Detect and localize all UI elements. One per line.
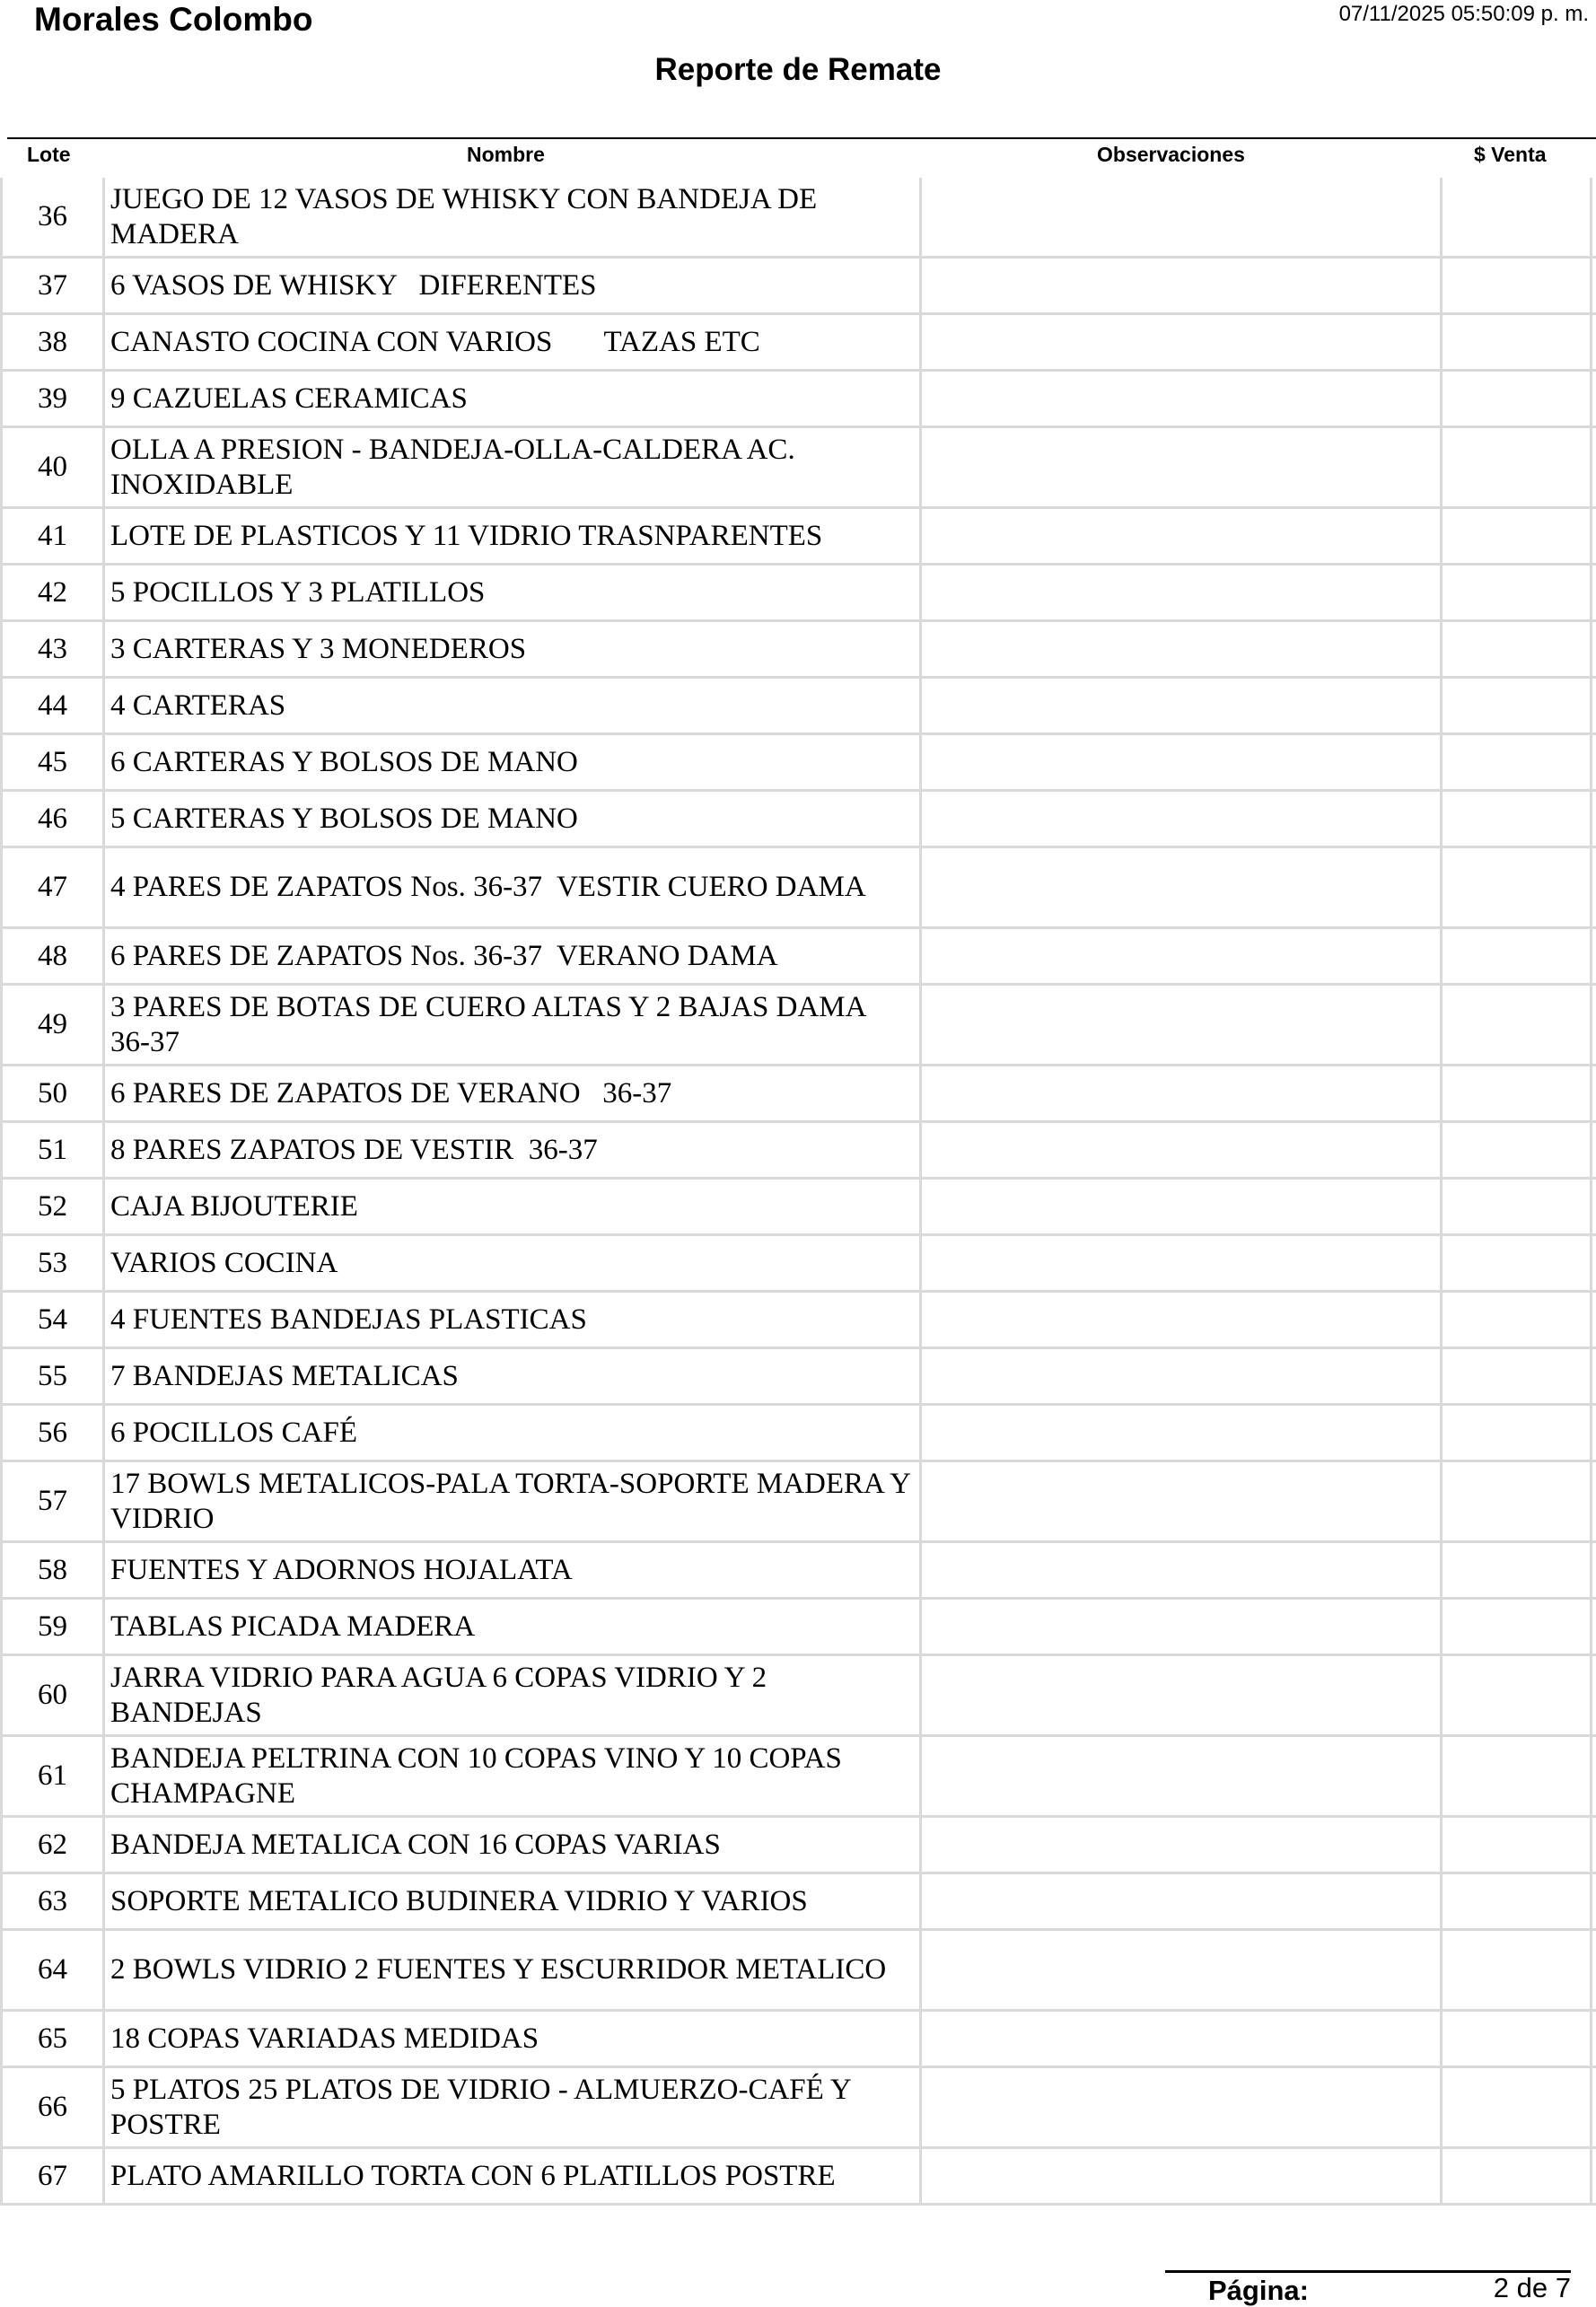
lot-description: 5 PLATOS 25 PLATOS DE VIDRIO - ALMUERZO-CAFÉ Y POSTRE [102,2068,919,2146]
report-datetime: 07/11/2025 05:50:09 p. m. [1338,2,1589,26]
lot-observations [919,929,1440,983]
company-name: Morales Colombo [34,1,313,38]
table-row [0,372,1596,428]
lot-sale-price [1440,1818,1592,1872]
lot-sale-price [1440,792,1592,846]
table-row [0,1349,1596,1406]
lot-observations [919,986,1440,1064]
table-row [0,259,1596,315]
lot-number: 44 [0,679,102,732]
lot-number: 45 [0,735,102,789]
lot-sale-price [1440,735,1592,789]
lot-number: 50 [0,1066,102,1120]
column-header-nombre: Nombre [467,143,545,166]
lot-sale-price [1440,1180,1592,1233]
lot-sale-price [1440,566,1592,619]
lot-description: 6 CARTERAS Y BOLSOS DE MANO [102,735,919,789]
lot-description: 5 CARTERAS Y BOLSOS DE MANO [102,792,919,846]
table-row [0,1818,1596,1874]
lot-sale-price [1440,315,1592,369]
table-row [0,1931,1596,2012]
lot-description: 6 VASOS DE WHISKY DIFERENTES [102,259,919,312]
table-row [0,1874,1596,1931]
lot-number: 48 [0,929,102,983]
table-row [0,1236,1596,1293]
lot-observations [919,1462,1440,1540]
table-row [0,428,1596,509]
lot-observations [919,1293,1440,1346]
lot-sale-price [1440,1737,1592,1815]
lot-observations [919,1600,1440,1653]
lot-observations [919,2012,1440,2066]
lot-sale-price [1440,622,1592,676]
lot-sale-price [1440,1931,1592,2009]
lot-sale-price [1440,1123,1592,1177]
table-row [0,566,1596,622]
table-row [0,509,1596,566]
lot-sale-price [1440,2068,1592,2146]
table-row [0,735,1596,792]
lot-sale-price [1440,259,1592,312]
lot-description: LOTE DE PLASTICOS Y 11 VIDRIO TRASNPARENTES [102,509,919,563]
table-row [0,848,1596,929]
lot-observations [919,848,1440,926]
lot-observations [919,1874,1440,1928]
lot-observations [919,1406,1440,1460]
lot-number: 49 [0,986,102,1064]
lot-description: JARRA VIDRIO PARA AGUA 6 COPAS VIDRIO Y 2 BANDEJAS [102,1656,919,1734]
lot-sale-price [1440,1543,1592,1597]
lot-sale-price [1440,679,1592,732]
lot-number: 36 [0,178,102,256]
table-row [0,1462,1596,1543]
lot-description: 18 COPAS VARIADAS MEDIDAS [102,2012,919,2066]
table-row [0,1406,1596,1462]
table-row [0,2149,1596,2206]
table-row [0,1180,1596,1236]
lot-table [0,178,1596,2206]
lot-description: BANDEJA METALICA CON 16 COPAS VARIAS [102,1818,919,1872]
lot-sale-price [1440,1600,1592,1653]
lot-sale-price [1440,848,1592,926]
lot-description: 5 POCILLOS Y 3 PLATILLOS [102,566,919,619]
lot-number: 58 [0,1543,102,1597]
lot-sale-price [1440,986,1592,1064]
lot-number: 41 [0,509,102,563]
lot-number: 52 [0,1180,102,1233]
lot-number: 59 [0,1600,102,1653]
lot-description: 17 BOWLS METALICOS-PALA TORTA-SOPORTE MADERA Y VIDRIO [102,1462,919,1540]
lot-number: 61 [0,1737,102,1815]
lot-sale-price [1440,372,1592,425]
lot-sale-price [1440,1236,1592,1290]
table-row [0,986,1596,1066]
lot-number: 56 [0,1406,102,1460]
lot-sale-price [1440,428,1592,506]
lot-observations [919,372,1440,425]
lot-observations [919,1543,1440,1597]
lot-number: 47 [0,848,102,926]
lot-description: 6 POCILLOS CAFÉ [102,1406,919,1460]
table-row [0,315,1596,372]
lot-number: 67 [0,2149,102,2203]
lot-number: 60 [0,1656,102,1734]
lot-description: FUENTES Y ADORNOS HOJALATA [102,1543,919,1597]
lot-description: OLLA A PRESION - BANDEJA-OLLA-CALDERA AC. INOXIDABLE [102,428,919,506]
lot-sale-price [1440,1462,1592,1540]
lot-number: 62 [0,1818,102,1872]
lot-observations [919,1236,1440,1290]
table-row [0,178,1596,259]
lot-observations [919,1931,1440,2009]
lot-sale-price [1440,2149,1592,2203]
lot-sale-price [1440,178,1592,256]
lot-observations [919,1818,1440,1872]
lot-description: 3 CARTERAS Y 3 MONEDEROS [102,622,919,676]
lot-description: CAJA BIJOUTERIE [102,1180,919,1233]
table-row [0,1600,1596,1656]
lot-description: 4 CARTERAS [102,679,919,732]
column-header-observaciones: Observaciones [1097,143,1245,166]
lot-observations [919,566,1440,619]
lot-number: 37 [0,259,102,312]
table-row [0,1543,1596,1600]
lot-description: 6 PARES DE ZAPATOS DE VERANO 36-37 [102,1066,919,1120]
lot-sale-price [1440,1406,1592,1460]
table-row [0,2012,1596,2068]
lot-observations [919,1349,1440,1403]
lot-observations [919,1656,1440,1734]
lot-description: JUEGO DE 12 VASOS DE WHISKY CON BANDEJA DE MADERA [102,178,919,256]
lot-observations [919,2149,1440,2203]
lot-sale-price [1440,929,1592,983]
lot-observations [919,509,1440,563]
lot-observations [919,259,1440,312]
column-header-lote: Lote [27,143,71,166]
lot-observations [919,1123,1440,1177]
lot-sale-price [1440,2012,1592,2066]
lot-description: 4 PARES DE ZAPATOS Nos. 36-37 VESTIR CUERO DAMA [102,848,919,926]
lot-number: 53 [0,1236,102,1290]
lot-sale-price [1440,1656,1592,1734]
lot-number: 43 [0,622,102,676]
lot-observations [919,1180,1440,1233]
lot-description: 7 BANDEJAS METALICAS [102,1349,919,1403]
table-row [0,1123,1596,1180]
lot-number: 66 [0,2068,102,2146]
lot-observations [919,622,1440,676]
lot-number: 51 [0,1123,102,1177]
table-row [0,1293,1596,1349]
column-header-venta: $ Venta [1474,143,1547,166]
lot-description: 8 PARES ZAPATOS DE VESTIR 36-37 [102,1123,919,1177]
table-row [0,929,1596,986]
table-row [0,622,1596,679]
lot-description: 6 PARES DE ZAPATOS Nos. 36-37 VERANO DAMA [102,929,919,983]
lot-number: 42 [0,566,102,619]
lot-description: 9 CAZUELAS CERAMICAS [102,372,919,425]
lot-number: 64 [0,1931,102,2009]
lot-number: 38 [0,315,102,369]
lot-sale-price [1440,1293,1592,1346]
table-row [0,2068,1596,2149]
lot-description: TABLAS PICADA MADERA [102,1600,919,1653]
lot-observations [919,679,1440,732]
lot-observations [919,315,1440,369]
table-row [0,1656,1596,1737]
lot-number: 46 [0,792,102,846]
lot-number: 54 [0,1293,102,1346]
page-number: 2 de 7 [1493,2272,1571,2303]
header-rule [7,137,1596,139]
lot-sale-price [1440,1874,1592,1928]
lot-sale-price [1440,1066,1592,1120]
lot-description: 2 BOWLS VIDRIO 2 FUENTES Y ESCURRIDOR METALICO [102,1931,919,2009]
table-row [0,792,1596,848]
lot-description: 3 PARES DE BOTAS DE CUERO ALTAS Y 2 BAJAS DAMA 36-37 [102,986,919,1064]
lot-observations [919,178,1440,256]
lot-description: VARIOS COCINA [102,1236,919,1290]
page-label: Página: [1208,2275,1309,2306]
lot-description: PLATO AMARILLO TORTA CON 6 PLATILLOS POSTRE [102,2149,919,2203]
lot-observations [919,792,1440,846]
lot-number: 57 [0,1462,102,1540]
lot-number: 63 [0,1874,102,1928]
lot-observations [919,1737,1440,1815]
lot-number: 40 [0,428,102,506]
lot-description: CANASTO COCINA CON VARIOS TAZAS ETC [102,315,919,369]
table-row [0,679,1596,735]
lot-sale-price [1440,509,1592,563]
lot-observations [919,428,1440,506]
lot-observations [919,1066,1440,1120]
lot-observations [919,735,1440,789]
lot-number: 39 [0,372,102,425]
lot-description: 4 FUENTES BANDEJAS PLASTICAS [102,1293,919,1346]
table-row [0,1737,1596,1818]
lot-description: BANDEJA PELTRINA CON 10 COPAS VINO Y 10 COPAS CHAMPAGNE [102,1737,919,1815]
lot-number: 65 [0,2012,102,2066]
lot-description: SOPORTE METALICO BUDINERA VIDRIO Y VARIOS [102,1874,919,1928]
table-row [0,1066,1596,1123]
lot-number: 55 [0,1349,102,1403]
lot-observations [919,2068,1440,2146]
lot-sale-price [1440,1349,1592,1403]
report-title: Reporte de Remate [654,52,942,87]
